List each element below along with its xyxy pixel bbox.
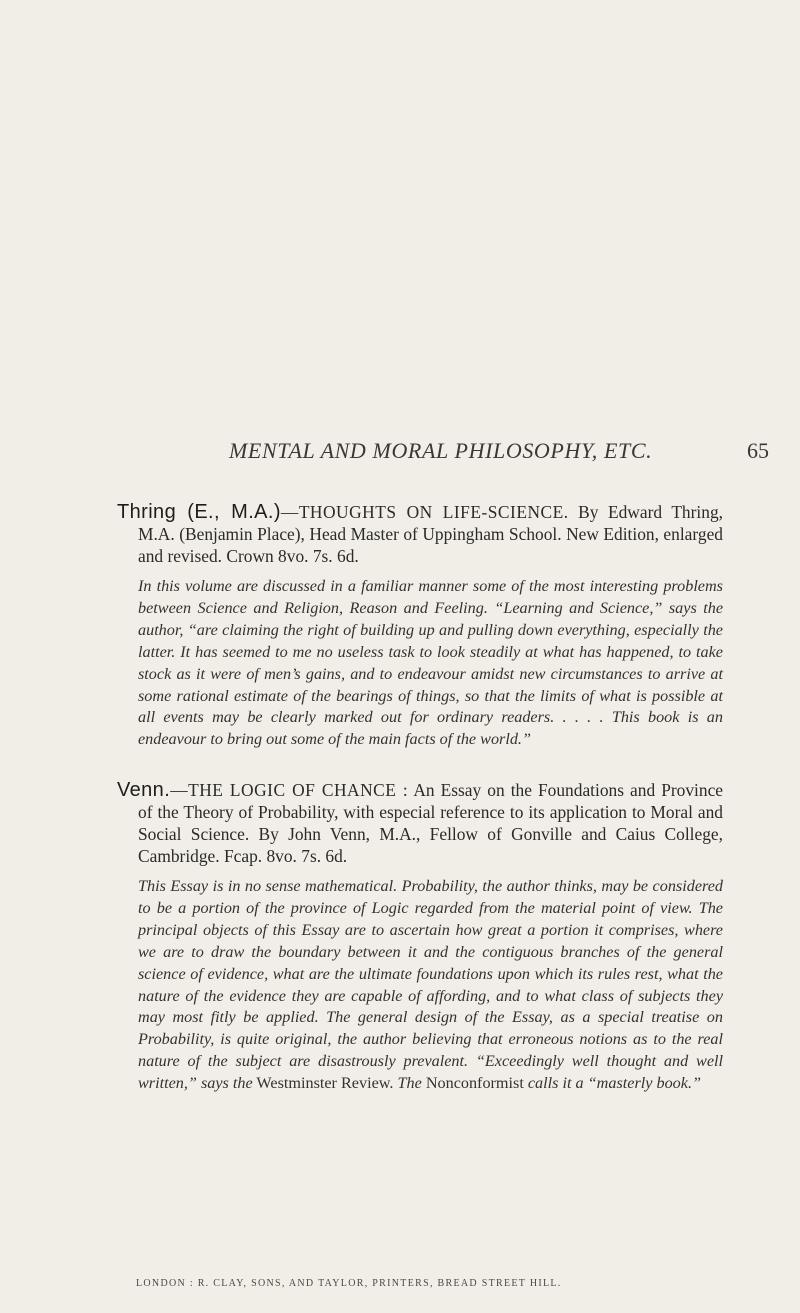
book-review-quote	[138, 876, 723, 1095]
author-name: Venn	[117, 779, 165, 801]
catalogue-entry-venn	[117, 779, 723, 1095]
review-source-westminster: Westminster Review.	[252, 1074, 398, 1093]
author-name: Thring	[117, 501, 177, 523]
review-text: This Essay is in no sense mathematical. Probability, the author thinks, may be considered to be a portion of the province of Logic regarded from the material point of view. The principal objects of this Essay are to ascertain how great a portion it comprises, where we are to draw the boundary between it and the contiguous branches of the general science of evidence, what are the ultimate foundations upon which its rules rest, what the nature of the evidence they are capable of affording, and to what class of subjects they may most fitly be applied. The general design of the Essay, as a special treatise on Probability, is quite original, the author believing that erroneous notions as to the real nature of the subject are disastrously prevalent. “Exceedingly well thought and well written,” says the	[138, 877, 723, 1093]
page-number: 65	[747, 438, 769, 463]
book-review-quote: In this volume are discussed in a familiar manner some of the most interesting problems between Science and Religion, Reason and Feeling. “Learning and Science,” says the author, “are claiming the right of building up and pulling down everything, especially the latter. It has seemed to me no useless task to look steadily at what has happened, to take stock as it were of men’s gains, and to endeavour amidst new circumstances to arrive at some rational estimate of the bearings of things, so that the limits of what is possible at all events may be clearly marked out for ordinary readers. . . . . This book is an endeavour to bring out some of the main facts of the world.”	[138, 577, 723, 749]
review-text-ending: calls it a “masterly book.”	[527, 1074, 701, 1093]
author-punctuation: .	[164, 779, 171, 801]
review-source-nonconformist: Nonconformist	[421, 1074, 528, 1093]
book-title: —THOUGHTS ON LIFE-SCIENCE.	[280, 502, 569, 522]
book-description: By Edward Thring, M.A. (Benjamin Place), Head Master of Uppingham School. New Edition, enlarged and revised. Crown 8vo. 7s. 6d.	[138, 502, 723, 566]
review-text-article: The	[397, 1074, 422, 1093]
book-title: —THE LOGIC OF CHANCE :	[170, 780, 409, 800]
printer-imprint: LONDON : R. CLAY, SONS, AND TAYLOR, PRINTERS, BREAD STREET HILL.	[136, 1278, 562, 1289]
running-head-title: MENTAL AND MORAL PHILOSOPHY, ETC.	[229, 438, 653, 463]
running-head	[229, 438, 769, 468]
entry-heading	[117, 779, 723, 867]
author-qualifier: (E., M.A.)	[176, 501, 281, 523]
entry-heading	[117, 501, 723, 567]
book-description: An Essay on the Foundations and Province of the Theory of Probability, with especial reference to its application to Moral and Social Science. By John Venn, M.A., Fellow of Gonville and Caius College, Cambridge. Fcap. 8vo. 7s. 6d.	[138, 780, 724, 866]
catalogue-entry-thring	[117, 501, 723, 751]
